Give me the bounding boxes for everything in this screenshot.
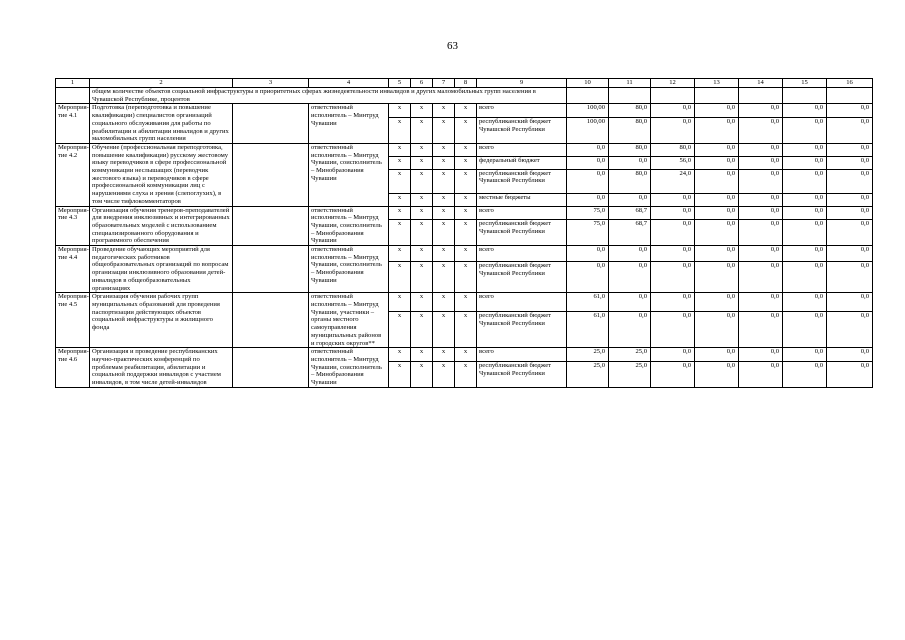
funding-value: 0,0	[609, 156, 651, 169]
budget-code-mark: x	[411, 220, 433, 246]
funding-value: 0,0	[651, 104, 695, 118]
budget-code-mark: x	[433, 220, 455, 246]
column-number: 4	[309, 79, 389, 88]
funding-value: 0,0	[695, 104, 739, 118]
funding-value: 75,0	[567, 206, 609, 220]
funding-value: 100,00	[567, 118, 609, 144]
budget-code-mark: x	[455, 220, 477, 246]
budget-code-mark: x	[411, 206, 433, 220]
budget-code-mark: x	[433, 143, 455, 156]
funding-value: 56,0	[651, 156, 695, 169]
funding-value: 0,0	[827, 361, 873, 387]
budget-code-mark: x	[455, 361, 477, 387]
funding-value: 0,0	[783, 312, 827, 348]
budget-code-mark: x	[433, 156, 455, 169]
budget-code-mark: x	[389, 156, 411, 169]
column-number: 16	[827, 79, 873, 88]
funding-value: 0,0	[739, 206, 783, 220]
funding-value: 0,0	[783, 262, 827, 293]
funding-value: 0,0	[567, 169, 609, 193]
column-number: 11	[609, 79, 651, 88]
funding-value: 0,0	[783, 206, 827, 220]
funding-value: 0,0	[827, 293, 873, 312]
measure-name: Организация обучения рабочих групп муниципальных образований для проведения паспортизации действующих объектов социальной инфраструктуры и жилищного фонда	[90, 293, 233, 348]
funding-source: всего	[477, 293, 567, 312]
empty-cell	[233, 246, 309, 293]
funding-source: всего	[477, 104, 567, 118]
intro-empty-cell	[739, 88, 783, 104]
funding-value: 0,0	[695, 312, 739, 348]
budget-code-mark: x	[411, 169, 433, 193]
funding-value: 0,0	[609, 262, 651, 293]
funding-value: 25,0	[609, 348, 651, 362]
table-row	[56, 246, 873, 262]
funding-value: 0,0	[567, 156, 609, 169]
budget-code-mark: x	[389, 361, 411, 387]
budget-code-mark: x	[411, 361, 433, 387]
funding-value: 0,0	[827, 312, 873, 348]
measure-id: Мероприя-тие 4.5	[56, 293, 90, 348]
funding-value: 0,0	[695, 293, 739, 312]
column-number: 8	[455, 79, 477, 88]
budget-code-mark: x	[455, 312, 477, 348]
measure-executor: ответственный исполнитель – Минтруд Чувашии	[309, 104, 389, 144]
funding-value: 0,0	[695, 193, 739, 206]
funding-value: 0,0	[783, 246, 827, 262]
budget-code-mark: x	[433, 206, 455, 220]
empty-cell	[233, 143, 309, 206]
funding-value: 0,0	[827, 220, 873, 246]
empty-cell	[233, 206, 309, 246]
funding-value: 25,0	[567, 348, 609, 362]
funding-value: 0,0	[783, 143, 827, 156]
column-number: 13	[695, 79, 739, 88]
funding-value: 0,0	[651, 293, 695, 312]
budget-code-mark: x	[433, 348, 455, 362]
funding-value: 0,0	[827, 193, 873, 206]
page-number: 63	[447, 40, 458, 52]
funding-value: 0,0	[695, 361, 739, 387]
funding-value: 0,0	[827, 246, 873, 262]
funding-value: 0,0	[609, 293, 651, 312]
column-number: 9	[477, 79, 567, 88]
budget-code-mark: x	[389, 262, 411, 293]
measure-id: Мероприя-тие 4.6	[56, 348, 90, 388]
funding-value: 0,0	[567, 262, 609, 293]
measure-executor: ответственный исполнитель – Минтруд Чувашии, соисполнитель – Минобразования Чувашии	[309, 143, 389, 206]
budget-code-mark: x	[411, 246, 433, 262]
funding-source: республиканский бюджет Чувашской Республики	[477, 169, 567, 193]
funding-value: 0,0	[783, 104, 827, 118]
budget-code-mark: x	[389, 193, 411, 206]
funding-value: 0,0	[739, 312, 783, 348]
intro-row	[56, 88, 873, 104]
budget-code-mark: x	[433, 246, 455, 262]
table-row	[56, 206, 873, 220]
measure-executor: ответственный исполнитель – Минтруд Чувашии, участники – органы местного самоуправления муниципальных районов и городских округов**	[309, 293, 389, 348]
column-number: 7	[433, 79, 455, 88]
funding-value: 24,0	[651, 169, 695, 193]
funding-value: 0,0	[651, 220, 695, 246]
funding-source: всего	[477, 143, 567, 156]
funding-value: 0,0	[783, 193, 827, 206]
funding-value: 0,0	[651, 118, 695, 144]
funding-value: 0,0	[739, 193, 783, 206]
funding-value: 0,0	[609, 312, 651, 348]
budget-code-mark: x	[455, 156, 477, 169]
column-number-row	[56, 79, 873, 88]
funding-value: 0,0	[567, 193, 609, 206]
measure-id: Мероприя-тие 4.3	[56, 206, 90, 246]
table-row	[56, 104, 873, 118]
funding-value: 80,0	[609, 169, 651, 193]
funding-value: 0,0	[783, 156, 827, 169]
budget-code-mark: x	[433, 262, 455, 293]
empty-cell	[233, 293, 309, 348]
column-number: 10	[567, 79, 609, 88]
budget-code-mark: x	[455, 206, 477, 220]
budget-code-mark: x	[411, 348, 433, 362]
funding-source: всего	[477, 206, 567, 220]
measure-executor: ответственный исполнитель – Минтруд Чувашии, соисполнитель – Минобразования Чувашии	[309, 348, 389, 388]
funding-value: 0,0	[695, 156, 739, 169]
budget-code-mark: x	[433, 361, 455, 387]
funding-value: 75,0	[567, 220, 609, 246]
budget-code-mark: x	[389, 220, 411, 246]
funding-value: 0,0	[783, 220, 827, 246]
budget-code-mark: x	[455, 104, 477, 118]
budget-code-mark: x	[411, 156, 433, 169]
funding-value: 0,0	[695, 220, 739, 246]
funding-value: 0,0	[651, 262, 695, 293]
funding-value: 0,0	[567, 143, 609, 156]
funding-value: 0,0	[827, 104, 873, 118]
budget-code-mark: x	[389, 293, 411, 312]
budget-code-mark: x	[389, 312, 411, 348]
intro-empty-cell	[651, 88, 695, 104]
measure-name: Организация и проведение республиканских научно-практических конференций по проблемам реабилитации, абилитации и социальной поддержки инвалидов с участием инвалидов, в том числе детей-инвалидов	[90, 348, 233, 388]
funding-source: всего	[477, 348, 567, 362]
funding-value: 0,0	[739, 348, 783, 362]
budget-code-mark: x	[433, 104, 455, 118]
budget-code-mark: x	[411, 193, 433, 206]
funding-value: 68,7	[609, 206, 651, 220]
budget-code-mark: x	[433, 193, 455, 206]
budget-code-mark: x	[455, 193, 477, 206]
funding-value: 80,0	[609, 143, 651, 156]
funding-value: 0,0	[827, 206, 873, 220]
budget-code-mark: x	[389, 143, 411, 156]
funding-value: 0,0	[651, 193, 695, 206]
funding-value: 0,0	[739, 156, 783, 169]
measure-name: Обучение (профессиональная переподготовка, повышение квалификации) русскому жестовому языку переводчиков в сфере профессиональной коммуникации неслышащих (переводчик жестового языка) и переводчиков в сфере профессиональной коммуникации лиц с нарушениями слуха и зрения (слепоглухих), в том числе тифлокомментаторов	[90, 143, 233, 206]
measure-name: Проведение обучающих мероприятий для педагогических работников общеобразовательных организаций по вопросам организации инклюзивного образования детей-инвалидов в общеобразовательных организациях	[90, 246, 233, 293]
funding-value: 0,0	[783, 293, 827, 312]
empty-cell	[233, 104, 309, 144]
funding-value: 0,0	[695, 118, 739, 144]
funding-value: 0,0	[827, 262, 873, 293]
funding-value: 0,0	[827, 156, 873, 169]
funding-value: 100,00	[567, 104, 609, 118]
empty-cell	[233, 348, 309, 388]
funding-value: 25,0	[609, 361, 651, 387]
funding-value: 0,0	[695, 143, 739, 156]
measure-name: Организация обучения тренеров-преподавателей для внедрения инклюзивных и интегрированных образовательных моделей с использованием специализированного оборудования и программного обеспечения	[90, 206, 233, 246]
budget-code-mark: x	[411, 104, 433, 118]
budget-code-mark: x	[411, 143, 433, 156]
budget-code-mark: x	[433, 169, 455, 193]
program-table	[55, 78, 873, 388]
funding-source: республиканский бюджет Чувашской Республики	[477, 220, 567, 246]
budget-code-mark: x	[389, 169, 411, 193]
budget-code-mark: x	[455, 169, 477, 193]
budget-code-mark: x	[411, 118, 433, 144]
budget-code-mark: x	[389, 104, 411, 118]
funding-value: 80,0	[651, 143, 695, 156]
funding-value: 0,0	[739, 118, 783, 144]
funding-value: 0,0	[651, 206, 695, 220]
intro-text: общем количестве объектов социальной инфраструктуры в приоритетных сферах жизнедеятельности инвалидов и других маломобильных групп населения в Чувашской Республике, процентов	[90, 88, 567, 104]
intro-empty-cell	[609, 88, 651, 104]
column-number: 1	[56, 79, 90, 88]
column-number: 6	[411, 79, 433, 88]
measure-executor: ответственный исполнитель – Минтруд Чувашии, соисполнитель – Минобразования Чувашии	[309, 246, 389, 293]
funding-source: федеральный бюджет	[477, 156, 567, 169]
measure-id: Мероприя-тие 4.4	[56, 246, 90, 293]
funding-value: 0,0	[695, 246, 739, 262]
funding-value: 0,0	[739, 262, 783, 293]
funding-value: 0,0	[739, 143, 783, 156]
funding-value: 0,0	[609, 246, 651, 262]
budget-code-mark: x	[455, 118, 477, 144]
funding-value: 61,0	[567, 293, 609, 312]
budget-code-mark: x	[411, 262, 433, 293]
funding-source: всего	[477, 246, 567, 262]
funding-value: 0,0	[783, 118, 827, 144]
funding-value: 61,0	[567, 312, 609, 348]
funding-source: местные бюджеты	[477, 193, 567, 206]
intro-empty-cell	[827, 88, 873, 104]
column-number: 3	[233, 79, 309, 88]
budget-code-mark: x	[455, 246, 477, 262]
funding-value: 0,0	[695, 206, 739, 220]
intro-empty-cell	[567, 88, 609, 104]
intro-empty-cell	[56, 88, 90, 104]
funding-value: 0,0	[739, 220, 783, 246]
funding-value: 0,0	[695, 262, 739, 293]
column-number: 5	[389, 79, 411, 88]
funding-value: 0,0	[739, 293, 783, 312]
budget-code-mark: x	[433, 293, 455, 312]
funding-value: 0,0	[827, 169, 873, 193]
intro-empty-cell	[695, 88, 739, 104]
intro-empty-cell	[783, 88, 827, 104]
funding-value: 0,0	[695, 169, 739, 193]
funding-value: 0,0	[739, 246, 783, 262]
funding-value: 0,0	[739, 169, 783, 193]
funding-value: 0,0	[651, 348, 695, 362]
funding-value: 0,0	[651, 312, 695, 348]
funding-source: республиканский бюджет Чувашской Республики	[477, 312, 567, 348]
funding-value: 0,0	[783, 361, 827, 387]
funding-source: республиканский бюджет Чувашской Республики	[477, 118, 567, 144]
funding-value: 0,0	[609, 193, 651, 206]
funding-value: 0,0	[739, 104, 783, 118]
funding-value: 0,0	[827, 143, 873, 156]
measure-id: Мероприя-тие 4.1	[56, 104, 90, 144]
budget-code-mark: x	[455, 293, 477, 312]
funding-value: 0,0	[827, 118, 873, 144]
funding-source: республиканский бюджет Чувашской Республики	[477, 361, 567, 387]
budget-code-mark: x	[455, 143, 477, 156]
budget-code-mark: x	[455, 262, 477, 293]
funding-value: 80,0	[609, 118, 651, 144]
budget-code-mark: x	[389, 118, 411, 144]
measure-id: Мероприя-тие 4.2	[56, 143, 90, 206]
column-number: 14	[739, 79, 783, 88]
column-number: 2	[90, 79, 233, 88]
budget-code-mark: x	[455, 348, 477, 362]
funding-value: 0,0	[783, 348, 827, 362]
funding-value: 0,0	[783, 169, 827, 193]
budget-code-mark: x	[433, 312, 455, 348]
table-row	[56, 348, 873, 362]
funding-value: 0,0	[567, 246, 609, 262]
budget-code-mark: x	[389, 246, 411, 262]
funding-value: 25,0	[567, 361, 609, 387]
funding-value: 0,0	[695, 348, 739, 362]
measure-name: Подготовка (переподготовка и повышение квалификации) специалистов организаций социального обслуживания для работы по реабилитации и абилитации инвалидов и других маломобильных групп населения	[90, 104, 233, 144]
table-row	[56, 293, 873, 312]
measure-executor: ответственный исполнитель – Минтруд Чувашии, соисполнитель – Минобразования Чувашии	[309, 206, 389, 246]
funding-value: 0,0	[827, 348, 873, 362]
budget-code-mark: x	[433, 118, 455, 144]
budget-code-mark: x	[411, 293, 433, 312]
funding-value: 80,0	[609, 104, 651, 118]
budget-code-mark: x	[389, 206, 411, 220]
funding-value: 0,0	[739, 361, 783, 387]
funding-source: республиканский бюджет Чувашской Республики	[477, 262, 567, 293]
column-number: 12	[651, 79, 695, 88]
funding-value: 68,7	[609, 220, 651, 246]
funding-value: 0,0	[651, 246, 695, 262]
funding-value: 0,0	[651, 361, 695, 387]
column-number: 15	[783, 79, 827, 88]
budget-code-mark: x	[389, 348, 411, 362]
budget-code-mark: x	[411, 312, 433, 348]
table-row	[56, 143, 873, 156]
